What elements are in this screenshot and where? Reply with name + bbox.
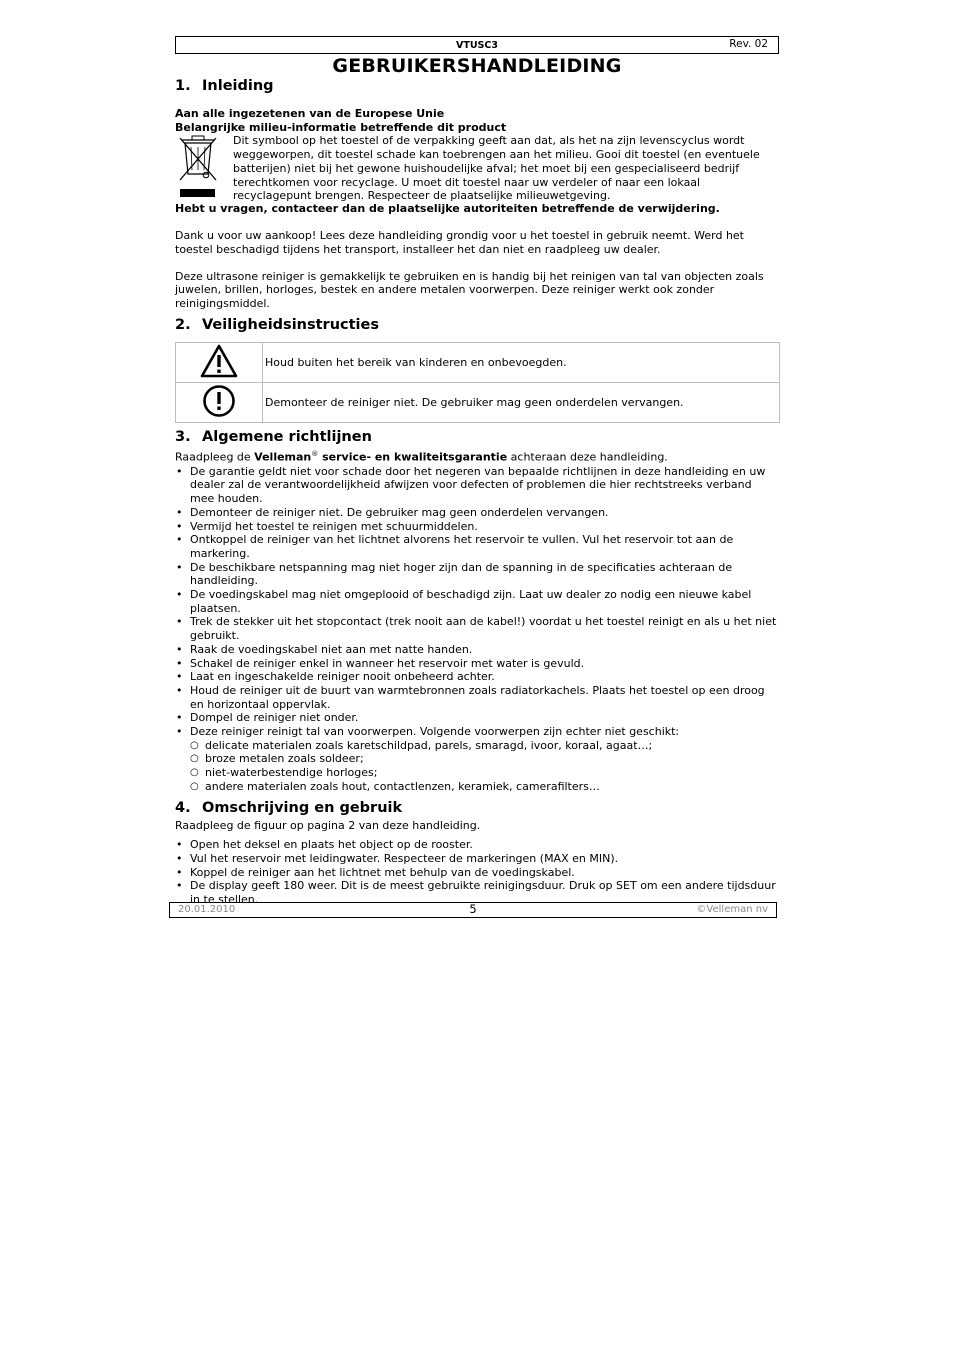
safety-text: Houd buiten het bereik van kinderen en onbevoegden. bbox=[263, 342, 780, 383]
section-3-heading: 3. Algemene richtlijnen bbox=[175, 429, 372, 446]
list-item: • Vul het reservoir met leidingwater. Respecteer de markeringen (MAX en MIN). bbox=[175, 852, 779, 866]
page-content bbox=[175, 36, 779, 907]
list-item: • Trek de stekker uit het stopcontact (trek nooit aan de kabel!) voordat u het toestel reinigt en als u het niet gebruikt. bbox=[175, 615, 779, 642]
footer-copyright: ©Velleman nv bbox=[696, 904, 768, 915]
page-header bbox=[175, 36, 779, 54]
safety-text: Demonteer de reiniger niet. De gebruiker mag geen onderdelen vervangen. bbox=[263, 383, 780, 423]
page-footer bbox=[169, 902, 777, 918]
safety-table bbox=[175, 342, 780, 424]
list-item: • Vermijd het toestel te reinigen met schuurmiddelen. bbox=[175, 520, 779, 534]
footer-date: 20.01.2010 bbox=[178, 904, 236, 915]
document-title: GEBRUIKERSHANDLEIDING bbox=[332, 55, 622, 77]
list-item: • De beschikbare netspanning mag niet hoger zijn dan de spanning in de specificaties achteraan de handleiding. bbox=[175, 561, 779, 588]
sub-list-item: ○ delicate materialen zoals karetschildpad, parels, smaragd, ivoor, koraal, agaat…; bbox=[190, 739, 779, 753]
list-item: • Open het deksel en plaats het object op de rooster. bbox=[175, 838, 779, 852]
warning-triangle-icon bbox=[199, 343, 239, 379]
section-4-heading: 4. Omschrijving en gebruik bbox=[175, 799, 403, 816]
caution-circle-icon bbox=[201, 384, 237, 418]
list-item: • Laat en ingeschakelde reiniger nooit onbeheerd achter. bbox=[175, 670, 779, 684]
weee-text: Dit symbool op het toestel of de verpakking geeft aan dat, als het na zijn levenscyclus wordt weggeworpen, dit toestel schade kan toebrengen aan het milieu. Gooi dit toestel (en eventuele batterijen) niet bij het gewone huishoudelijke afval; het moet bij een gespecialiseerd bedrijf terechtkomen voor recyclage. U moet dit toestel naar uw verdeler of naar een lokaal recyclagepunt brengen. Respecteer de plaatselijke milieuwetgeving. bbox=[233, 134, 760, 203]
list-item: • Schakel de reiniger enkel in wanneer het reservoir met water is gevuld. bbox=[175, 657, 779, 671]
usage-list bbox=[175, 838, 779, 907]
list-item: • Koppel de reiniger aan het lichtnet met behulp van de voedingskabel. bbox=[175, 866, 779, 880]
sub-list-item: ○ andere materialen zoals hout, contactlenzen, keramiek, camerafilters… bbox=[190, 780, 779, 794]
brand-name: Velleman bbox=[254, 450, 312, 464]
guidelines-list bbox=[175, 465, 779, 794]
intro-paragraph-1: Dank u voor uw aankoop! Lees deze handleiding grondig voor u het toestel in gebruik neemt. Werd het toestel beschadigd tijdens het transport, installeer het dan niet en raadpleeg uw dealer. bbox=[175, 229, 744, 256]
list-item: • Houd de reiniger uit de buurt van warmtebronnen zoals radiatorkachels. Plaats het toestel op een droog en horizontaal oppervlak. bbox=[175, 684, 779, 711]
list-item: • De voedingskabel mag niet omgeplooid of beschadigd zijn. Laat uw dealer zo nodig een nieuwe kabel plaatsen. bbox=[175, 588, 779, 615]
section-2-heading: 2. Veiligheidsinstructies bbox=[175, 316, 379, 333]
usage-intro: Raadpleeg de figuur op pagina 2 van deze handleiding. bbox=[175, 818, 481, 832]
list-item: • Dompel de reiniger niet onder. bbox=[175, 711, 779, 725]
contact-authorities: Hebt u vragen, contacteer dan de plaatselijke autoriteiten betreffende de verwijdering. bbox=[175, 202, 720, 216]
list-item: • De display geeft 180 weer. Dit is de meest gebruikte reinigingsduur. Druk op SET om een andere tijdsduur in te stellen. bbox=[175, 879, 779, 906]
guidelines-intro: Raadpleeg de Velleman® service- en kwaliteitsgarantie achteraan deze handleiding. bbox=[175, 450, 668, 464]
list-item: • Ontkoppel de reiniger van het lichtnet alvorens het reservoir te vullen. Vul het reservoir tot aan de markering. bbox=[175, 533, 779, 560]
section-1-heading: 1. Inleiding bbox=[175, 78, 274, 94]
eu-notice-line-2: Belangrijke milieu-informatie betreffende dit product bbox=[175, 120, 507, 134]
intro-paragraph-2: Deze ultrasone reiniger is gemakkelijk te gebruiken en is handig bij het reinigen van tal van objecten zoals juwelen, brillen, horloges, bestek en andere metalen voorwerpen. Deze reiniger werkt ook zonder reinigingsmiddel. bbox=[175, 269, 764, 310]
list-item: • De garantie geldt niet voor schade door het negeren van bepaalde richtlijnen in deze handleiding en uw dealer zal de verantwoordelijkheid afwijzen voor defecten of problemen die hier rechtstreeks verband mee houden. bbox=[175, 465, 779, 506]
list-item: • Deze reiniger reinigt tal van voorwerpen. Volgende voorwerpen zijn echter niet geschikt: ○ delicate materialen zoals karetschildpad, parels, smaragd, ivoor, koraal, agaat…; ○ broze metalen zoals soldeer; ○ niet-waterbestendige horloges; ○ andere materialen zoals hout, contactlenzen, keramiek, camerafilters… bbox=[175, 725, 779, 794]
revision-label: Rev. 02 bbox=[729, 38, 768, 50]
safety-row bbox=[176, 383, 780, 423]
safety-row bbox=[176, 342, 780, 383]
unsuitable-objects-list bbox=[190, 739, 779, 794]
model-number: VTUSC3 bbox=[456, 40, 498, 51]
list-item: • Raak de voedingskabel niet aan met natte handen. bbox=[175, 643, 779, 657]
eu-notice-line-1: Aan alle ingezetenen van de Europese Unie bbox=[175, 107, 445, 120]
weee-notice bbox=[175, 134, 779, 204]
page-number: 5 bbox=[469, 902, 477, 916]
sub-list-item: ○ niet-waterbestendige horloges; bbox=[190, 766, 779, 780]
weee-bin-icon bbox=[178, 134, 218, 200]
sub-list-item: ○ broze metalen zoals soldeer; bbox=[190, 752, 779, 766]
list-item: • Demonteer de reiniger niet. De gebruiker mag geen onderdelen vervangen. bbox=[175, 506, 779, 520]
